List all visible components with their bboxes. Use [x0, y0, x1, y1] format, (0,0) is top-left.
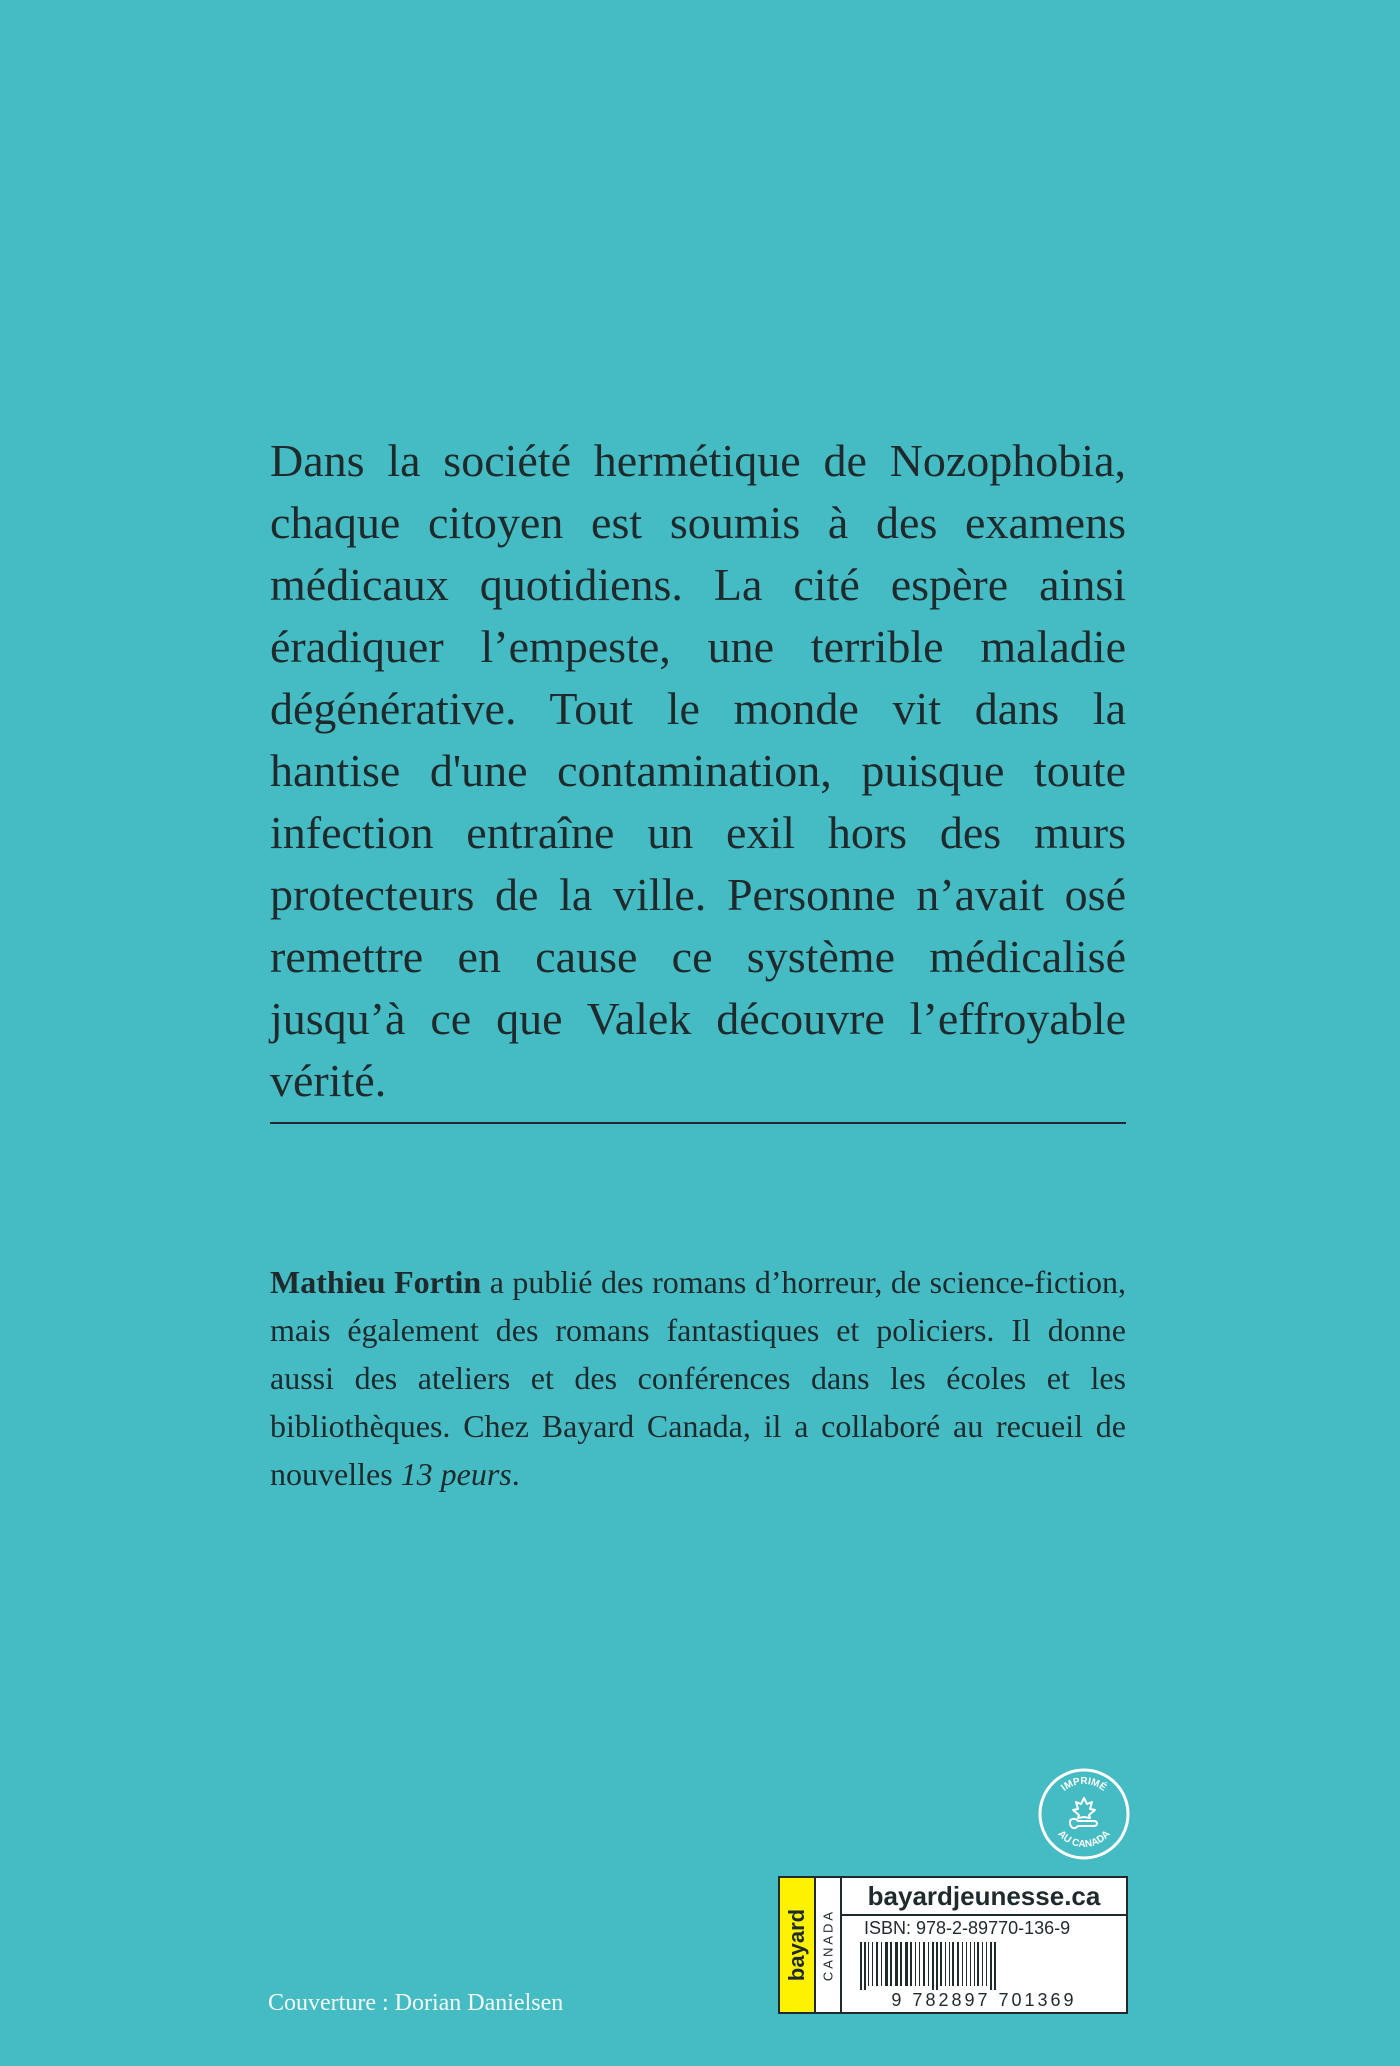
- barcode-bar: [966, 1942, 967, 1986]
- barcode-bar: [876, 1942, 878, 1986]
- book-title: 13 peurs: [400, 1456, 512, 1492]
- barcode-bar: [952, 1942, 954, 1986]
- publisher-website: bayardjeunesse.ca: [842, 1878, 1126, 1916]
- barcode-bar: [905, 1942, 908, 1986]
- author-bio-paragraph: [270, 1258, 1126, 1498]
- seal-top-text: IMPRIMÉ: [1059, 1776, 1109, 1794]
- divider-line: [270, 1122, 1126, 1124]
- barcode-area: [842, 1878, 1126, 2012]
- publisher-country-strip: [816, 1878, 842, 2012]
- barcode-bar: [990, 1942, 992, 1990]
- maple-leaf-hand-icon: [1070, 1798, 1097, 1828]
- bio-text-end: .: [511, 1456, 520, 1492]
- back-cover-blurb: [270, 430, 1126, 1112]
- blurb-text: Dans la société hermétique de Nozophobia, chaque citoyen est soumis à des examens médicaux quotidiens. La cité espère ainsi éradiquer l’empeste, une terrible maladie dégénérative. Tout le monde vit dans la hantise d'une contamination, puisque toute infection entraîne un exil hors des murs protecteurs de la ville. Personne n’avait osé remettre en cause ce système médicalisé jusqu’à ce que Valek découvre l’effroyable vérité.: [270, 435, 1126, 1106]
- barcode-bar: [982, 1942, 983, 1986]
- barcode-bar: [986, 1942, 987, 1986]
- barcode-panel: [778, 1876, 1128, 2014]
- cover-credit: Couverture : Dorian Danielsen: [268, 1990, 564, 2016]
- publisher-logo: [780, 1878, 816, 2012]
- barcode-bar: [974, 1942, 975, 1986]
- barcode-bar: [932, 1942, 934, 1990]
- barcode-bar: [915, 1942, 916, 1986]
- barcode-bar: [962, 1942, 963, 1986]
- barcode-bar: [885, 1942, 888, 1986]
- barcode-bar: [881, 1942, 882, 1986]
- barcode-bar: [970, 1942, 971, 1986]
- barcode-digits: 9 782897 701369: [848, 1990, 1120, 2010]
- barcode-bar: [949, 1942, 950, 1986]
- barcode-bar: [864, 1942, 866, 1990]
- barcode-bar: [910, 1942, 912, 1986]
- barcode-bar: [868, 1942, 869, 1986]
- isbn-text: ISBN: 978-2-89770-136-9: [864, 1918, 1071, 1938]
- barcode-bar: [919, 1942, 920, 1986]
- barcode-bar: [994, 1942, 996, 1990]
- svg-text:IMPRIMÉ: [1059, 1776, 1109, 1794]
- author-name: Mathieu Fortin: [270, 1264, 482, 1300]
- author-bio: [270, 1258, 1126, 1498]
- svg-text:AU CANADA: [1055, 1829, 1112, 1851]
- seal-bottom-text: AU CANADA: [1055, 1828, 1113, 1851]
- barcode-bars: [858, 1942, 1112, 1990]
- printed-in-canada-seal: [1038, 1768, 1130, 1860]
- barcode-bar: [860, 1942, 862, 1990]
- barcode-bar: [923, 1942, 925, 1986]
- publisher-brand: bayard: [784, 1908, 809, 1982]
- barcode-bar: [940, 1942, 942, 1986]
- barcode-bar: [900, 1942, 902, 1986]
- barcode-bar: [895, 1942, 898, 1986]
- barcode-bar: [977, 1942, 979, 1986]
- barcode-bar: [890, 1942, 892, 1986]
- barcode-bar: [957, 1942, 959, 1986]
- publisher-country: CANADA: [820, 1908, 836, 1982]
- barcode-bar: [936, 1942, 938, 1990]
- barcode-bar: [945, 1942, 946, 1986]
- bio-text: a publié des romans d’horreur, de science-fiction, mais également des romans fantastiques et policiers. Il donne aussi des ateliers et des conférences dans les écoles et les bibliothèques. Chez Bayard Canada, il a collaboré au recueil de nouvelles: [270, 1264, 1127, 1492]
- barcode-bar: [928, 1942, 929, 1986]
- barcode-bar: [872, 1942, 873, 1986]
